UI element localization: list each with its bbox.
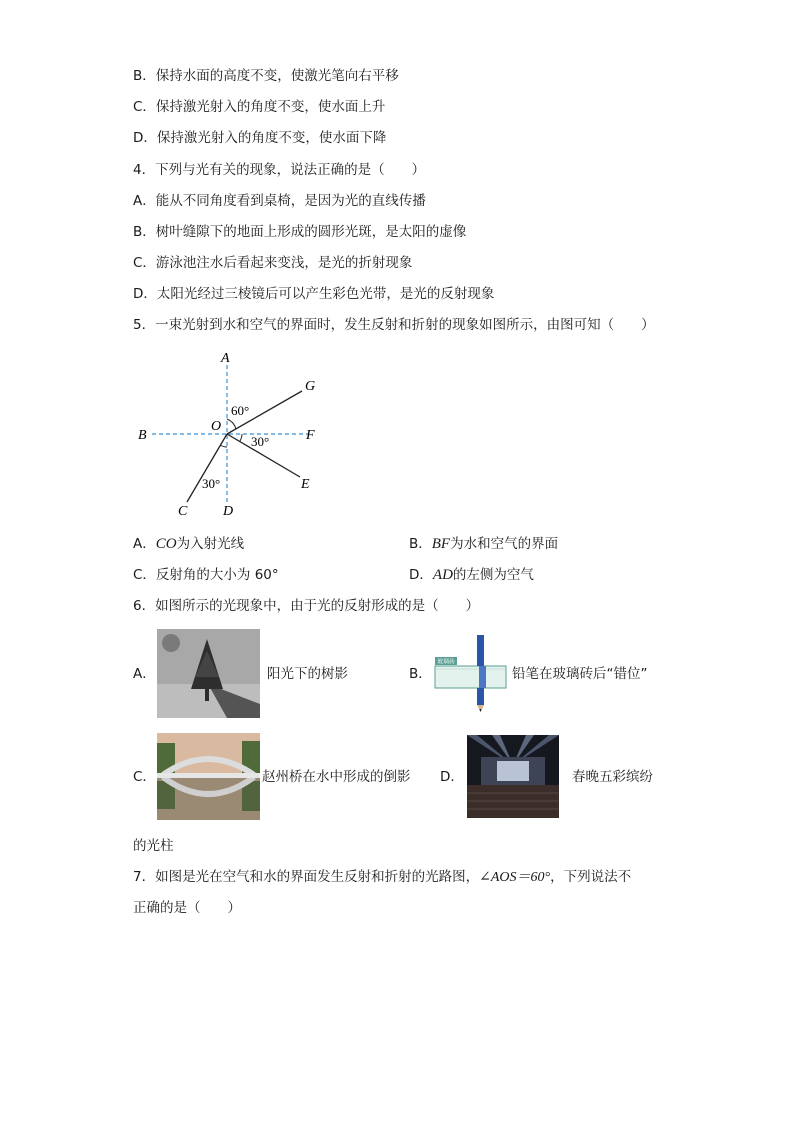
pencil-glass-brick-image xyxy=(433,633,508,713)
label-d: D xyxy=(223,504,234,519)
q5-option-a: A．CO为入射光线 xyxy=(133,536,245,552)
spring-gala-light-beams-image xyxy=(467,735,559,818)
q7-stem-line2: 正确的是（ ） xyxy=(133,900,241,916)
q6-option-a-caption: 阳光下的树影 xyxy=(267,666,348,682)
q7-stem: 7．如图是光在空气和水的界面发生反射和折射的光路图，∠AOS＝60°，下列说法不 xyxy=(133,869,632,885)
tree-shadow-image xyxy=(157,629,260,718)
label-g: G xyxy=(305,379,316,394)
label-c: C xyxy=(178,504,188,519)
q4-stem: 4．下列与光有关的现象，说法正确的是（ ） xyxy=(133,162,426,178)
q3-option-c: C．保持激光射入的角度不变，使水面上升 xyxy=(133,99,386,115)
zhaozhou-bridge-reflection-image xyxy=(157,733,260,820)
angle-label-bottom: 30° xyxy=(202,476,221,491)
angle-arc-top xyxy=(227,419,236,429)
label-f: F xyxy=(306,428,315,443)
q6-option-b-caption: 铅笔在玻璃砖后“错位” xyxy=(512,666,648,682)
q5-stem: 5．一束光射到水和空气的界面时，发生反射和折射的现象如图所示，由图可知（ ） xyxy=(133,317,655,333)
q5-light-path-diagram xyxy=(130,345,330,525)
q4-option-d: D．太阳光经过三棱镜后可以产生彩色光带，是光的反射现象 xyxy=(133,286,495,302)
q5-option-c: C．反射角的大小为 60° xyxy=(133,567,279,583)
label-b: B xyxy=(138,428,147,443)
q4-option-c: C．游泳池注水后看起来变浅，是光的折射现象 xyxy=(133,255,413,271)
angle-arc-bottom xyxy=(220,445,227,447)
ray-oc xyxy=(187,434,227,502)
glass-brick-label: 玻璃砖 xyxy=(437,658,456,666)
q4-option-a: A．能从不同角度看到桌椅，是因为光的直线传播 xyxy=(133,193,426,209)
angle-arc-right xyxy=(240,434,242,441)
q6-option-d-caption-cont: 的光柱 xyxy=(133,838,174,854)
q5-option-b: B．BF为水和空气的界面 xyxy=(409,536,559,552)
q6-option-a-prefix: A． xyxy=(133,666,156,682)
q6-option-c-caption: 赵州桥在水中形成的倒影 xyxy=(262,769,411,785)
label-e: E xyxy=(301,477,310,492)
q6-option-b-prefix: B． xyxy=(409,666,432,682)
label-a: A xyxy=(221,351,230,366)
q6-option-d-caption: 春晚五彩缤纷 xyxy=(572,769,653,785)
q4-option-b: B．树叶缝隙下的地面上形成的圆形光斑，是太阳的虚像 xyxy=(133,224,467,240)
q6-option-d-prefix: D． xyxy=(440,769,464,785)
q3-option-b: B．保持水面的高度不变，使激光笔向右平移 xyxy=(133,68,399,84)
label-o: O xyxy=(211,419,222,434)
q3-option-d: D．保持激光射入的角度不变，使水面下降 xyxy=(133,130,387,146)
q6-stem: 6．如图所示的光现象中，由于光的反射形成的是（ ） xyxy=(133,598,480,614)
q6-option-c-prefix: C． xyxy=(133,769,156,785)
angle-label-top: 60° xyxy=(231,403,250,418)
angle-label-right: 30° xyxy=(251,434,270,449)
q5-option-d: D．AD的左侧为空气 xyxy=(409,567,534,583)
